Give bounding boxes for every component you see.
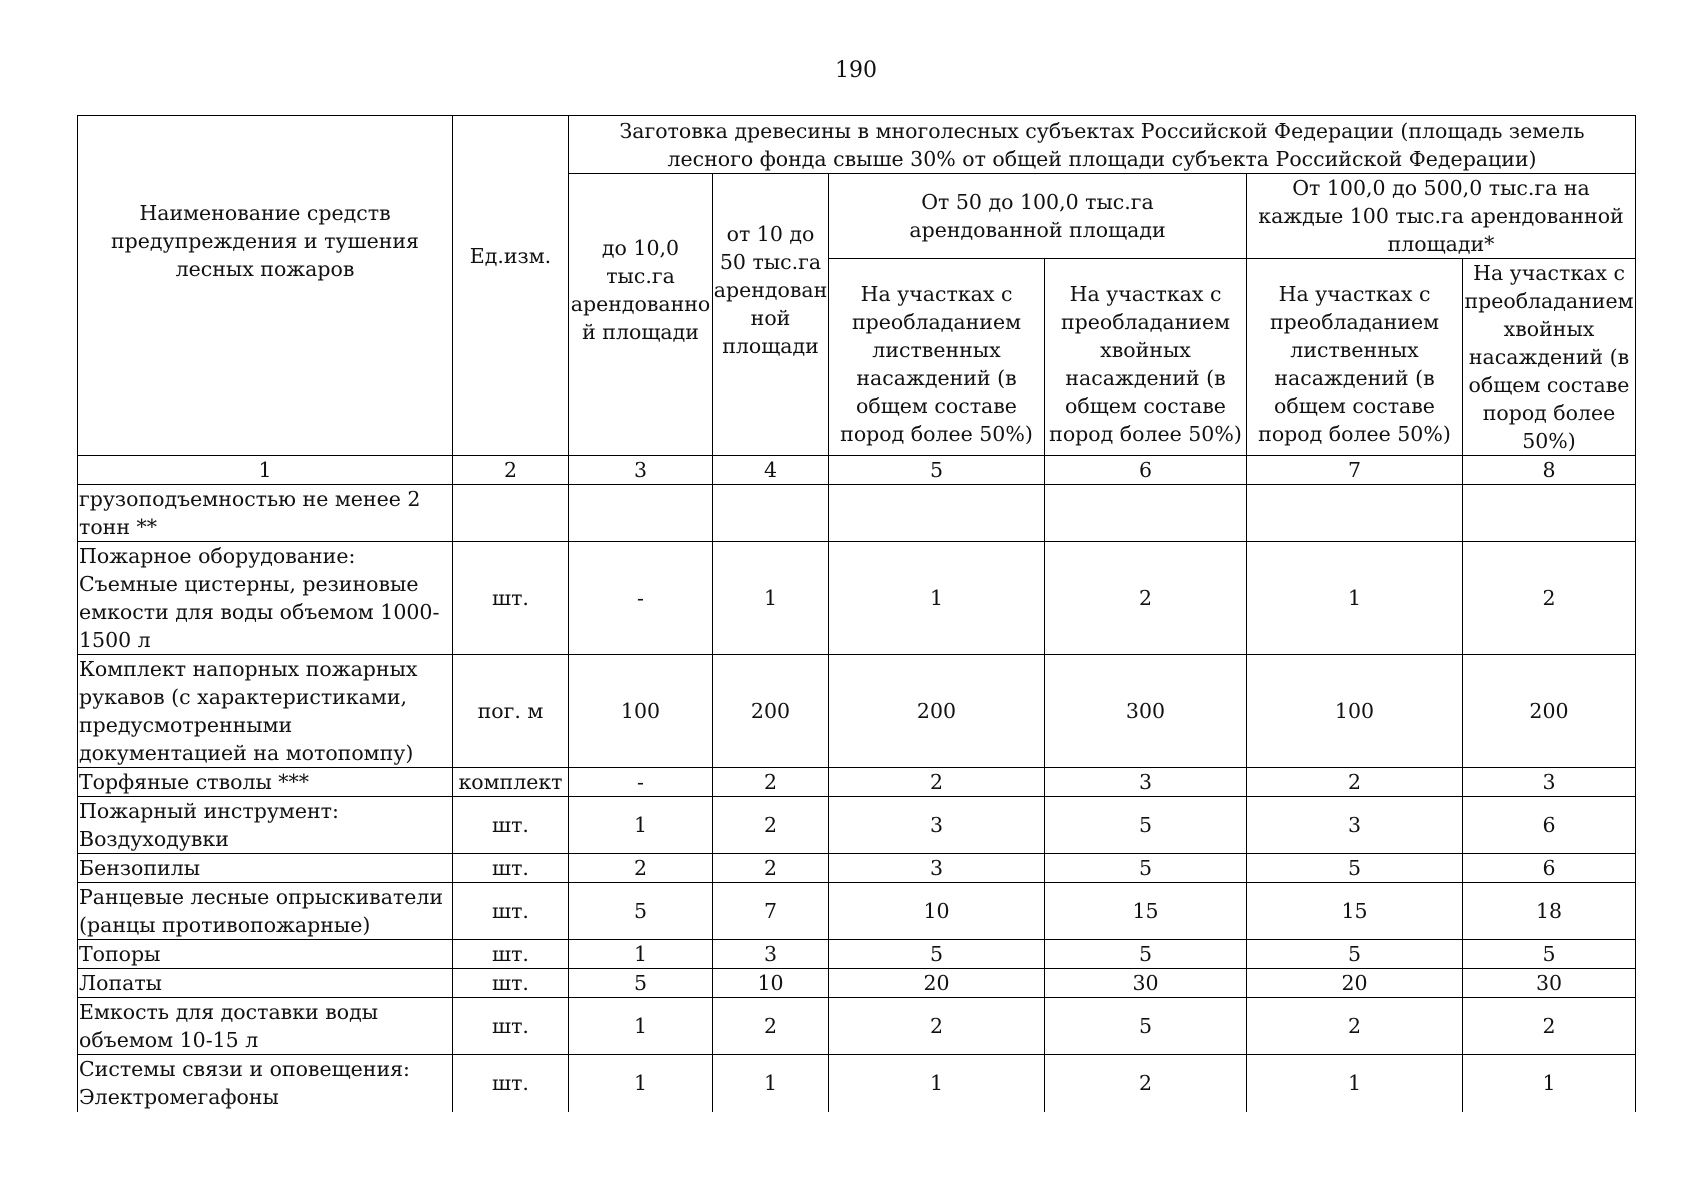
- row-unit: [453, 485, 569, 542]
- column-number: 1: [78, 456, 453, 485]
- row-value: 2: [713, 854, 829, 883]
- row-value: 1: [569, 998, 713, 1055]
- row-value: 30: [1045, 969, 1247, 998]
- table-row: [78, 998, 1636, 1055]
- row-name: Емкость для доставки воды объемом 10-15 л: [78, 998, 453, 1055]
- row-value: [1463, 485, 1636, 542]
- row-value: 20: [1247, 969, 1463, 998]
- table-header: [78, 116, 1636, 456]
- row-value: 200: [1463, 655, 1636, 768]
- header-subgroup1: От 50 до 100,0 тыс.га арендованной площади: [829, 174, 1247, 259]
- row-value: 5: [829, 940, 1045, 969]
- table-row: [78, 883, 1636, 940]
- row-unit: шт.: [453, 854, 569, 883]
- row-value: [829, 485, 1045, 542]
- row-value: 1: [829, 542, 1045, 655]
- row-value: 1: [1247, 1055, 1463, 1112]
- table-row: [78, 768, 1636, 797]
- page-number: 190: [835, 58, 877, 83]
- header-col1: Наименование средств предупреждения и тушения лесных пожаров: [78, 116, 453, 456]
- column-number: 4: [713, 456, 829, 485]
- table-row: [78, 797, 1636, 854]
- row-value: 1: [713, 542, 829, 655]
- row-value: 1: [569, 940, 713, 969]
- row-value: 2: [713, 768, 829, 797]
- row-value: 2: [1247, 998, 1463, 1055]
- row-value: 1: [569, 1055, 713, 1112]
- row-value: 30: [1463, 969, 1636, 998]
- row-value: 2: [829, 998, 1045, 1055]
- row-value: 100: [1247, 655, 1463, 768]
- row-value: 10: [713, 969, 829, 998]
- table-row: [78, 542, 1636, 655]
- header-col6: На участках с преобладанием хвойных насаждений (в общем составе пород более 50%): [1045, 259, 1247, 456]
- column-number: 3: [569, 456, 713, 485]
- row-value: 2: [1045, 542, 1247, 655]
- row-value: 5: [1045, 797, 1247, 854]
- row-value: 18: [1463, 883, 1636, 940]
- row-name: Топоры: [78, 940, 453, 969]
- table-row: [78, 1055, 1636, 1112]
- row-value: [569, 485, 713, 542]
- row-value: [1247, 485, 1463, 542]
- column-number: 7: [1247, 456, 1463, 485]
- row-value: 2: [713, 797, 829, 854]
- row-value: 5: [1247, 940, 1463, 969]
- row-value: 1: [829, 1055, 1045, 1112]
- row-value: 5: [569, 883, 713, 940]
- header-col2: Ед.изм.: [453, 116, 569, 456]
- row-value: 2: [569, 854, 713, 883]
- column-number: 5: [829, 456, 1045, 485]
- row-value: 2: [713, 998, 829, 1055]
- row-name: Торфяные стволы ***: [78, 768, 453, 797]
- column-number: 2: [453, 456, 569, 485]
- column-numbers-row: [78, 456, 1636, 485]
- header-col5: На участках с преобладанием лиственных насаждений (в общем составе пород более 50%): [829, 259, 1045, 456]
- row-value: 3: [829, 797, 1045, 854]
- row-value: 2: [829, 768, 1045, 797]
- row-value: 3: [713, 940, 829, 969]
- table-row: [78, 854, 1636, 883]
- row-name: Пожарный инструмент: Воздуходувки: [78, 797, 453, 854]
- table-row: [78, 485, 1636, 542]
- row-name: Комплект напорных пожарных рукавов (с характеристиками, предусмотренными документацией на мотопомпу): [78, 655, 453, 768]
- row-value: 6: [1463, 854, 1636, 883]
- column-number: 8: [1463, 456, 1636, 485]
- row-unit: комплект: [453, 768, 569, 797]
- table-row: [78, 969, 1636, 998]
- row-value: 15: [1247, 883, 1463, 940]
- row-value: 7: [713, 883, 829, 940]
- row-value: 2: [1463, 542, 1636, 655]
- row-value: 3: [1463, 768, 1636, 797]
- row-unit: шт.: [453, 998, 569, 1055]
- row-name: Ранцевые лесные опрыскиватели (ранцы противопожарные): [78, 883, 453, 940]
- table-row: [78, 940, 1636, 969]
- row-value: 2: [1045, 1055, 1247, 1112]
- row-value: 5: [1045, 940, 1247, 969]
- row-name: Бензопилы: [78, 854, 453, 883]
- row-name: Пожарное оборудование: Съемные цистерны, резиновые емкости для воды объемом 1000-1500 л: [78, 542, 453, 655]
- row-value: 3: [1045, 768, 1247, 797]
- table-row: [78, 655, 1636, 768]
- row-value: -: [569, 768, 713, 797]
- row-unit: шт.: [453, 969, 569, 998]
- row-value: 5: [1045, 854, 1247, 883]
- row-value: 2: [1463, 998, 1636, 1055]
- row-value: 6: [1463, 797, 1636, 854]
- row-value: 15: [1045, 883, 1247, 940]
- row-unit: шт.: [453, 883, 569, 940]
- row-value: 3: [1247, 797, 1463, 854]
- row-value: 200: [713, 655, 829, 768]
- header-col7: На участках с преобладанием лиственных насаждений (в общем составе пород более 50%): [1247, 259, 1463, 456]
- row-name: Лопаты: [78, 969, 453, 998]
- row-value: 5: [569, 969, 713, 998]
- column-number: 6: [1045, 456, 1247, 485]
- row-value: 200: [829, 655, 1045, 768]
- row-value: -: [569, 542, 713, 655]
- row-value: 1: [1463, 1055, 1636, 1112]
- row-name: грузоподъемностью не менее 2 тонн **: [78, 485, 453, 542]
- row-value: 300: [1045, 655, 1247, 768]
- row-value: 3: [829, 854, 1045, 883]
- row-value: 100: [569, 655, 713, 768]
- row-value: 5: [1045, 998, 1247, 1055]
- row-unit: шт.: [453, 797, 569, 854]
- row-unit: шт.: [453, 1055, 569, 1112]
- row-value: [713, 485, 829, 542]
- row-value: 10: [829, 883, 1045, 940]
- row-unit: шт.: [453, 542, 569, 655]
- row-value: 5: [1463, 940, 1636, 969]
- header-col4: от 10 до 50 тыс.га арендован ной площади: [713, 174, 829, 456]
- row-value: 1: [713, 1055, 829, 1112]
- row-name: Системы связи и оповещения: Электромегафоны: [78, 1055, 453, 1112]
- row-value: [1045, 485, 1247, 542]
- fire-equipment-table: [77, 115, 1636, 1112]
- row-unit: пог. м: [453, 655, 569, 768]
- header-subgroup2: От 100,0 до 500,0 тыс.га на каждые 100 тыс.га арендованной площади*: [1247, 174, 1636, 259]
- row-value: 1: [1247, 542, 1463, 655]
- row-value: 5: [1247, 854, 1463, 883]
- header-col3: до 10,0 тыс.га арендованно й площади: [569, 174, 713, 456]
- row-value: 2: [1247, 768, 1463, 797]
- row-value: 20: [829, 969, 1045, 998]
- row-value: 1: [569, 797, 713, 854]
- header-group-title: Заготовка древесины в многолесных субъектах Российской Федерации (площадь земель лесного фонда свыше 30% от общей площади субъекта Российской Федерации): [569, 116, 1636, 174]
- row-unit: шт.: [453, 940, 569, 969]
- header-col8: На участках с преобладанием хвойных насаждений (в общем составе пород более 50%): [1463, 259, 1636, 456]
